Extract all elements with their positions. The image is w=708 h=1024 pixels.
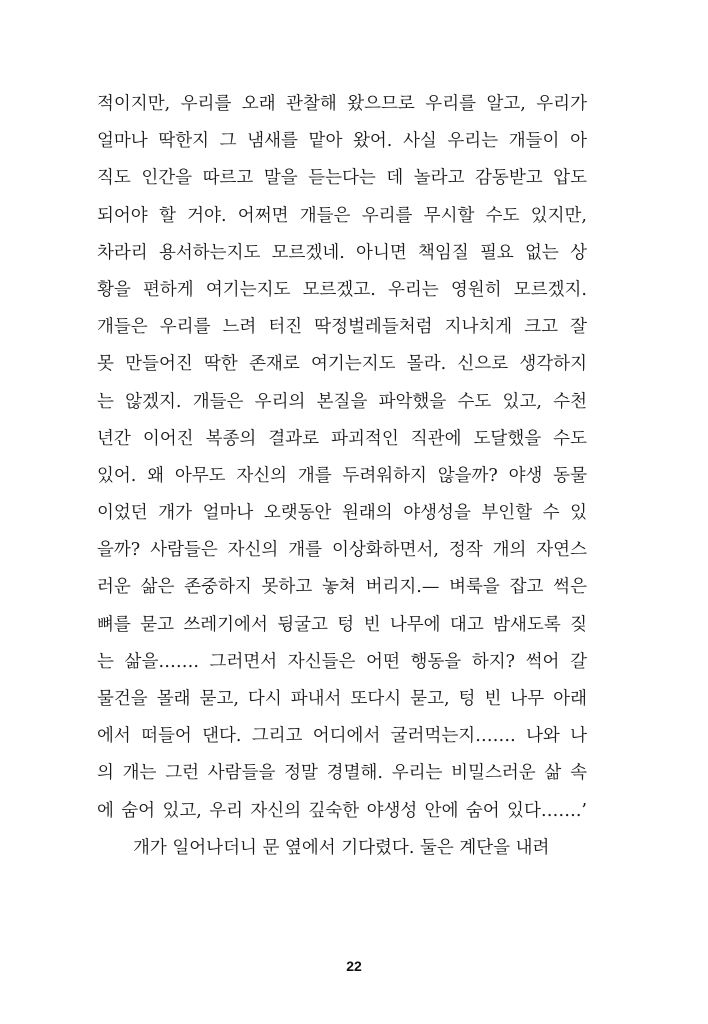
paragraph-start-line: 개가 일어나더니 문 옆에서 기다렸다. 둘은 계단을 내려: [133, 837, 550, 858]
text-line: 년간 이어진 복종의 결과로 파괴적인 직관에 도달했을 수도: [97, 428, 587, 449]
page-number: 22: [346, 958, 362, 974]
text-line: 못 만들어진 딱한 존재로 여기는지도 몰라. 신으로 생각하지: [97, 354, 587, 375]
text-line: 있어. 왜 아무도 자신의 개를 두려워하지 않을까? 야생 동물: [97, 465, 587, 486]
text-line: 물건을 몰래 묻고, 다시 파내서 또다시 묻고, 텅 빈 나무 아래: [97, 689, 587, 709]
text-line: 는 삶을……. 그러면서 자신들은 어떤 행동을 하지? 썩어 갈: [97, 651, 587, 672]
text-line: 되어야 할 거야. 어쩌면 개들은 우리를 무시할 수도 있지만,: [97, 205, 587, 226]
text-line: 이었던 개가 얼마나 오랫동안 원래의 야생성을 부인할 수 있: [97, 503, 587, 524]
text-line: 러운 삶은 존중하지 못하고 놓쳐 버리지.— 벼룩을 잡고 썩은: [97, 577, 587, 598]
text-line: 얼마나 딱한지 그 냄새를 맡아 왔어. 사실 우리는 개들이 아: [97, 131, 587, 152]
text-line: 뼈를 묻고 쓰레기에서 뒹굴고 텅 빈 나무에 대고 밤새도록 짖: [97, 614, 587, 635]
text-line: 에 숨어 있고, 우리 자신의 깊숙한 야생성 안에 숨어 있다…….’: [97, 800, 587, 821]
text-line: 을까? 사람들은 자신의 개를 이상화하면서, 정작 개의 자연스: [97, 540, 587, 561]
text-line: 황을 편하게 여기는지도 모르겠고. 우리는 영원히 모르겠지.: [97, 279, 587, 300]
text-line: 차라리 용서하는지도 모르겠네. 아니면 책임질 필요 없는 상: [97, 242, 587, 263]
text-line: 는 않겠지. 개들은 우리의 본질을 파악했을 수도 있고, 수천: [97, 391, 587, 412]
text-line: 개들은 우리를 느려 터진 딱정벌레들처럼 지나치게 크고 잘: [97, 317, 587, 338]
text-line: 직도 인간을 따르고 말을 듣는다는 데 놀라고 감동받고 압도: [97, 168, 587, 189]
text-line: 의 개는 그런 사람들을 정말 경멸해. 우리는 비밀스러운 삶 속: [97, 763, 587, 784]
text-line: 적이지만, 우리를 오래 관찰해 왔으므로 우리를 알고, 우리가: [97, 94, 587, 114]
text-line: 에서 떠들어 댄다. 그리고 어디에서 굴러먹는지……. 나와 나: [97, 726, 587, 747]
body-text: [97, 86, 587, 867]
